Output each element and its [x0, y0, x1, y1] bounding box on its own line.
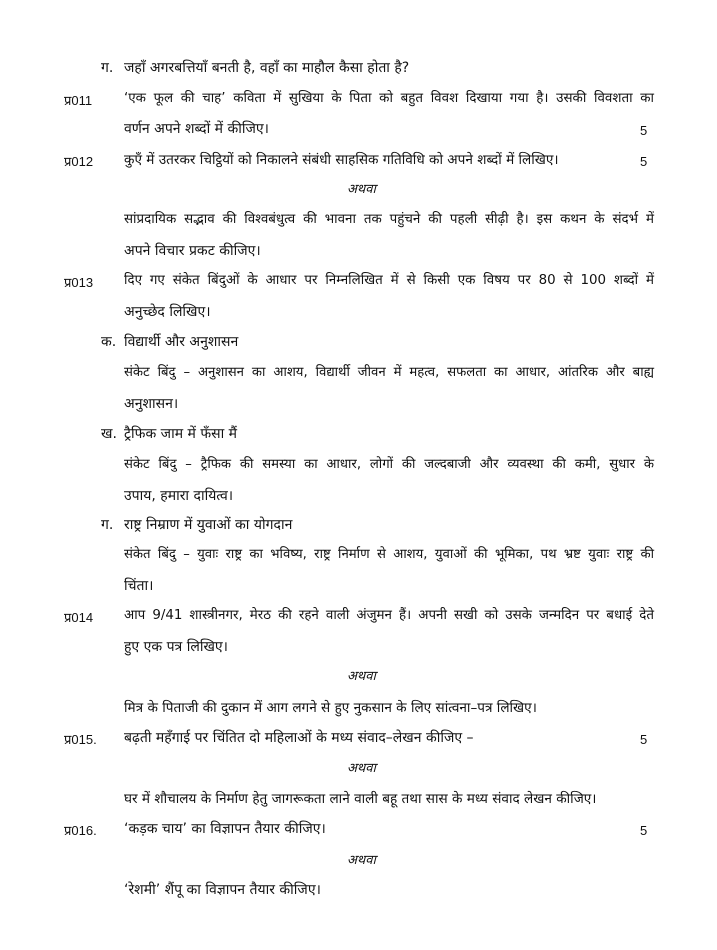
question-15-or-text: घर में शौचालय के निर्माण हेतु जागरूकता लाने वाली बहू तथा सास के मध्य संवाद लेखन कीजिए। — [124, 791, 597, 807]
athva-q14: अथवा — [347, 669, 376, 684]
sub-label-ga-2: ग. — [101, 517, 114, 533]
marks-q16: 5 — [640, 823, 648, 838]
athva-q16: अथवा — [347, 853, 376, 868]
question-number-15: प्र015. — [64, 732, 97, 747]
question-12-text: कुएँ में उतरकर चिट्ठियों को निकालने संबंधी साहसिक गतिविधि को अपने शब्दों में लिखिए। — [124, 152, 559, 168]
athva-q15: अथवा — [347, 761, 376, 776]
question-11-line-2: वर्णन अपने शब्दों में कीजिए। — [124, 121, 269, 137]
question-16-text: ‘कड़क चाय’ का विज्ञापन तैयार कीजिए। — [124, 821, 326, 837]
question-16-or-text: ‘रेशमी’ शैंपू का विज्ञापन तैयार कीजिए। — [124, 882, 321, 898]
topic-ka-title: विद्यार्थी और अनुशासन — [124, 334, 239, 350]
question-15-text: बढ़ती महँगाई पर चिंतित दो महिलाओं के मध्य संवाद–लेखन कीजिए – — [124, 730, 474, 746]
topic-ka-hint-line-1: संकेट बिंदु – अनुशासन का आशय, विद्यार्थी जीवन में महत्व, सफलता का आधार, आंतरिक और बाह्य — [124, 365, 654, 380]
question-14-or-text: मित्र के पिताजी की दुकान में आग लगने से हुए नुकसान के लिए सांत्वना–पत्र लिखिए। — [124, 700, 537, 716]
topic-kha-title: ट्रैफिक जाम में फँसा मैं — [124, 426, 238, 442]
question-number-11: प्र011 — [64, 93, 93, 108]
question-13-line-2: अनुच्छेद लिखिए। — [124, 304, 211, 320]
marks-q11: 5 — [640, 123, 648, 138]
question-number-13: प्र013 — [64, 275, 94, 290]
sub-label-kha: ख. — [101, 426, 117, 442]
question-number-12: प्र012 — [64, 154, 94, 169]
question-14-line-2: हुए एक पत्र लिखिए। — [124, 639, 228, 655]
question-number-16: प्र016. — [64, 823, 97, 838]
question-14-line-1: आप 9/41 शास्त्रीनगर, मेरठ की रहने वाली अंजुमन हैं। अपनी सखी को उसके जन्मदिन पर बधाई देते — [124, 608, 654, 623]
topic-kha-hint-line-2: उपाय, हमारा दायित्व। — [124, 488, 234, 504]
question-13-line-1: दिए गए संकेत बिंदुओं के आधार पर निम्नलिखित में से किसी एक विषय पर 80 से 100 शब्दों में — [124, 273, 654, 288]
topic-ga-title: राष्ट्र निम्राण में युवाओं का योगदान — [124, 517, 293, 533]
topic-ga-hint-line-2: चिंता। — [124, 578, 154, 594]
sub-label-ga: ग. — [101, 60, 114, 76]
athva-q12: अथवा — [347, 182, 376, 197]
question-number-14: प्र014 — [64, 610, 94, 625]
marks-q15: 5 — [640, 732, 648, 747]
question-12-or-line-2: अपने विचार प्रकट कीजिए। — [124, 243, 261, 259]
question-10-ga-text: जहाँ अगरबत्तियाँ बनती है, वहाँ का माहौल कैसा होता है? — [124, 60, 410, 76]
sub-label-ka: क. — [101, 334, 117, 350]
topic-ka-hint-line-2: अनुशासन। — [124, 396, 179, 412]
question-11-line-1: ‘एक फूल की चाह’ कविता में सुखिया के पिता को बहुत विवश दिखाया गया है। उसकी विवशता का — [124, 91, 654, 106]
question-12-or-line-1: सांप्रदायिक सद्भाव की विश्वबंधुत्व की भावना तक पहुंचने की पहली सीढ़ी है। इस कथन के संदर्भ में — [124, 212, 654, 227]
topic-kha-hint-line-1: संकेट बिंदु – ट्रैफिक की समस्या का आधार, लोगों की जल्दबाजी और व्यवस्था की कमी, सुधार के — [124, 457, 654, 472]
marks-q12: 5 — [640, 154, 648, 169]
topic-ga-hint-line-1: संकेत बिंदु – युवाः राष्ट्र का भविष्य, राष्ट्र निर्माण से आशय, युवाओं की भूमिका, पथ भ्रष्ट युवाः राष्ट्र की — [124, 547, 654, 562]
